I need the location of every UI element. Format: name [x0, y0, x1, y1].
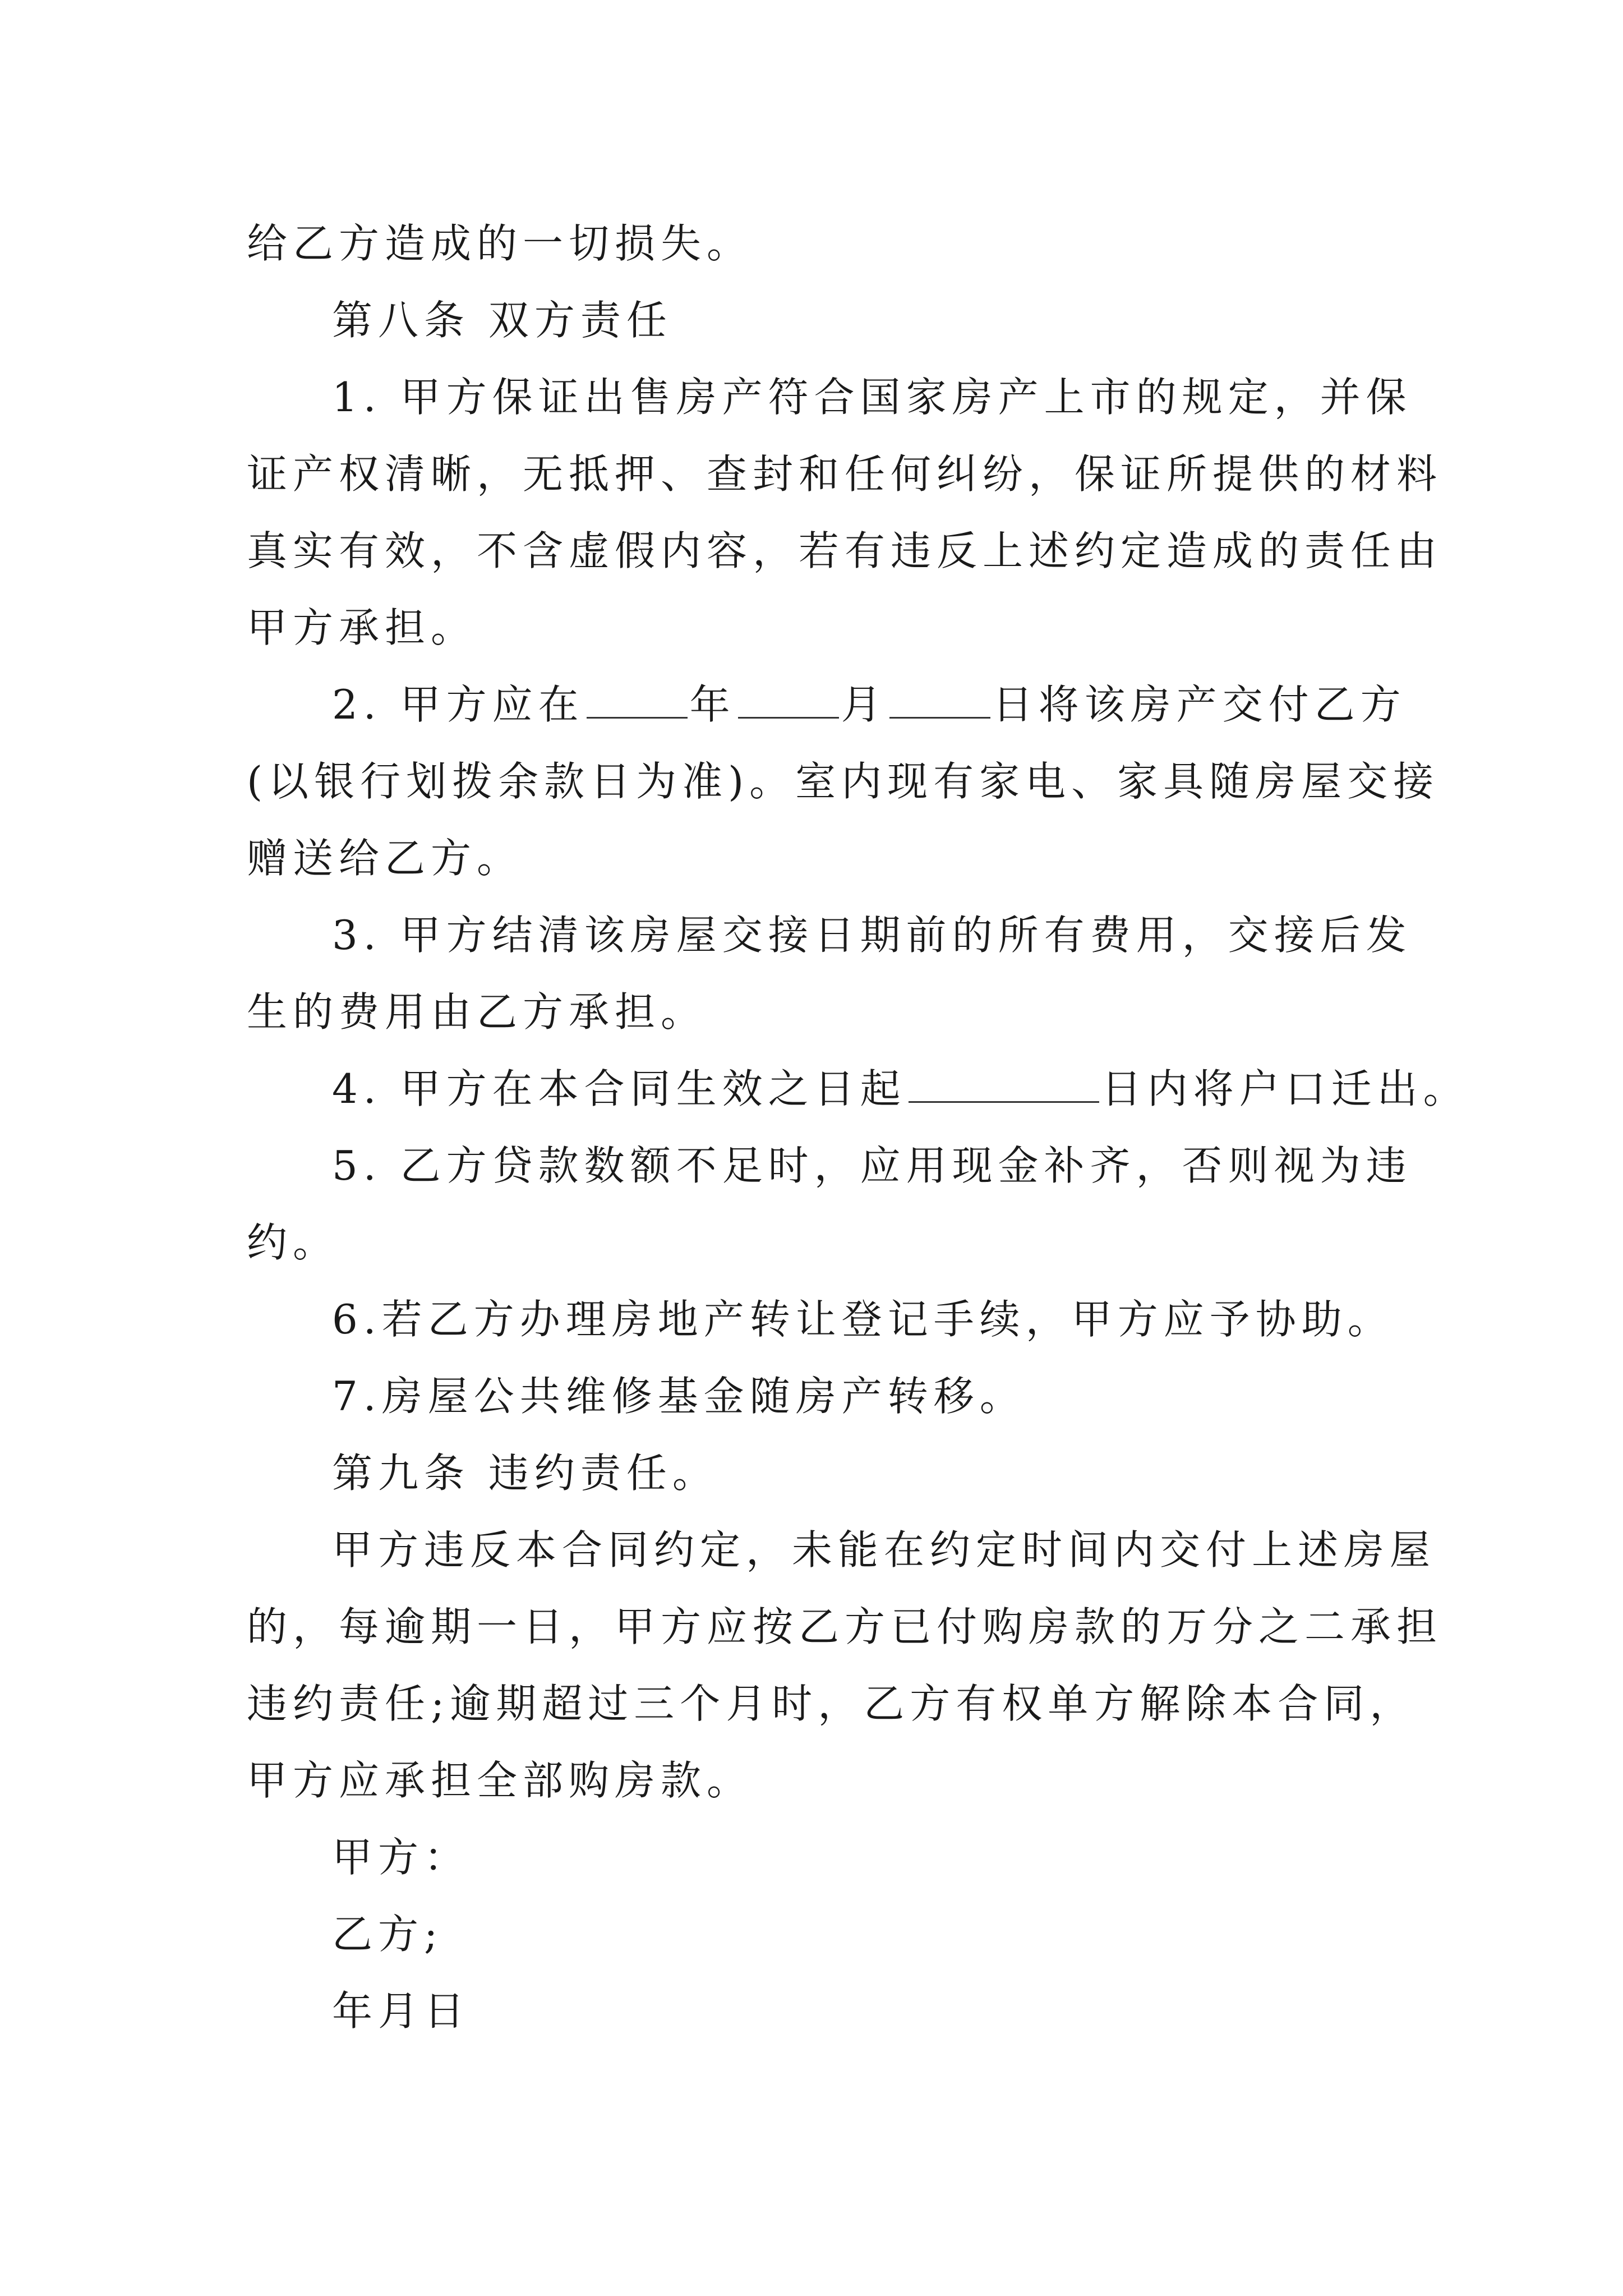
- days-blank: [909, 1068, 1099, 1103]
- year-blank: [587, 683, 688, 719]
- clause-1-line: 真实有效，不含虚假内容，若有违反上述约定造成的责任由: [247, 527, 1443, 574]
- breach-paragraph-line: 甲方应承担全部购房款。: [247, 1757, 753, 1804]
- article-8-heading: 第八条 双方责任: [332, 297, 672, 344]
- clause-2-line: 2. 甲方应在 年 月 日将该房产交付乙方: [332, 681, 1407, 728]
- clause-1-line: 甲方承担。: [247, 604, 477, 651]
- clause-1-line: 证产权清晰，无抵押、查封和任何纠纷，保证所提供的材料: [247, 450, 1443, 498]
- contract-text: [247, 205, 1469, 2050]
- clause-6-line: 6.若乙方办理房地产转让登记手续，甲方应予协助。: [332, 1296, 1394, 1343]
- party-a-signature: 甲方：: [332, 1834, 471, 1881]
- clause-2-line: (以银行划拨余款日为准)。室内现有家电、家具随房屋交接: [247, 758, 1440, 805]
- clause-1-line: 1. 甲方保证出售房产符合国家房产上市的规定，并保: [332, 374, 1412, 421]
- breach-paragraph-line: 违约责任;逾期超过三个月时，乙方有权单方解除本合同，: [247, 1680, 1416, 1727]
- breach-paragraph-line: 甲方违反本合同约定，未能在约定时间内交付上述房屋: [332, 1526, 1436, 1573]
- clause-3-line: 生的费用由乙方承担。: [247, 988, 707, 1036]
- month-blank: [738, 683, 839, 719]
- clause-5-line: 5. 乙方贷款数额不足时，应用现金补齐，否则视为违: [332, 1142, 1412, 1189]
- breach-paragraph-line: 的，每逾期一日，甲方应按乙方已付购房款的万分之二承担: [247, 1603, 1443, 1650]
- day-blank: [889, 683, 990, 719]
- clause-3-line: 3. 甲方结清该房屋交接日期前的所有费用，交接后发: [332, 912, 1412, 959]
- clause-7-line: 7.房屋公共维修基金随房产转移。: [332, 1373, 1026, 1420]
- clause-4-line: 4. 甲方在本合同生效之日起 日内将户口迁出。: [332, 1065, 1469, 1112]
- clause-5-line: 约。: [247, 1219, 339, 1266]
- party-b-signature: 乙方;: [332, 1911, 444, 1958]
- paragraph-line: 给乙方造成的一切损失。: [247, 220, 753, 267]
- article-9-heading: 第九条 违约责任。: [332, 1450, 718, 1497]
- clause-2-line: 赠送给乙方。: [247, 835, 523, 882]
- signature-date: 年月日: [332, 1987, 471, 2035]
